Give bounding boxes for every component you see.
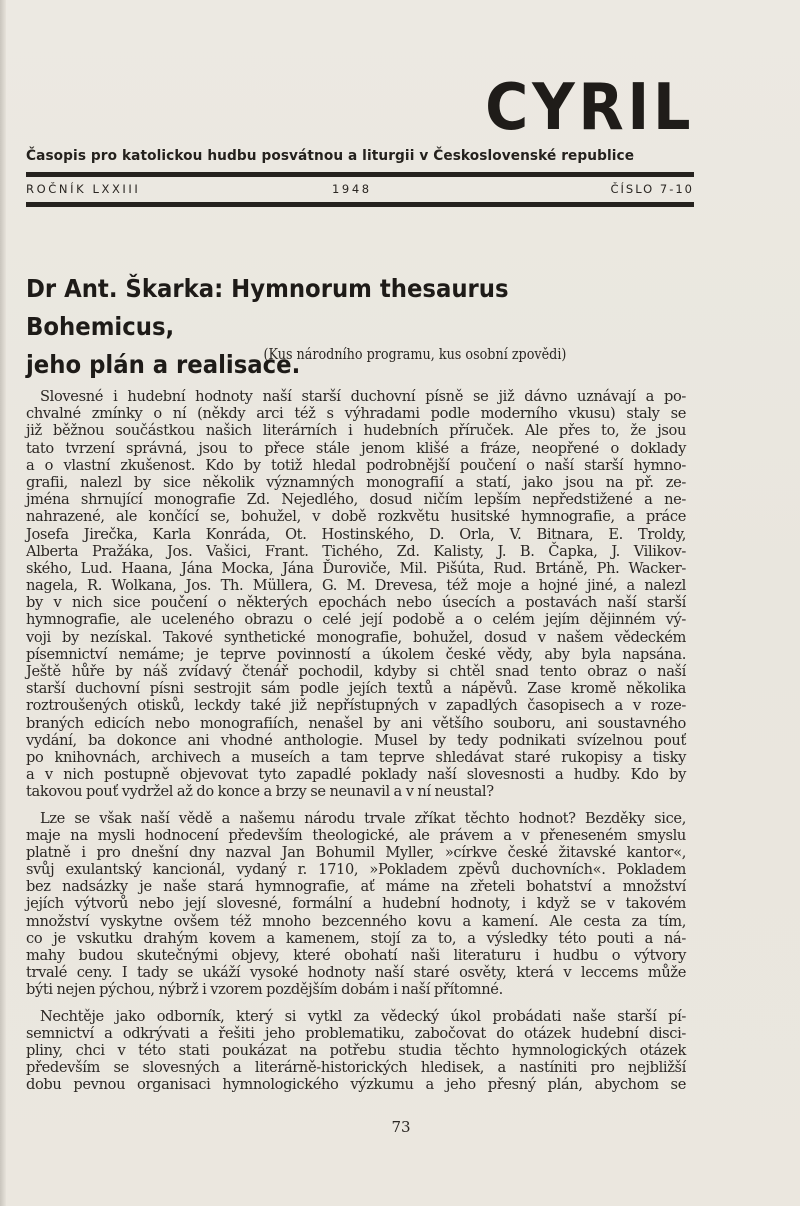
- page-number: 73: [391, 1118, 411, 1136]
- text-line: jména shrnující monografie Zd. Nejedlého, dosud ničím lepším nepředstižené a ne-: [26, 491, 686, 509]
- text-line: by v nich sice poučení o některých epochách nebo úsecích a postavách naší starší: [26, 594, 686, 612]
- article-subtitle: (Kus národního programu, kus osobní zpovědi): [263, 347, 567, 363]
- text-line: grafii, nalezl by sice několik významných monografií a statí, jako jsou na př. ze-: [26, 473, 686, 491]
- text-line: pliny, chci v této stati poukázat na potřebu studia těchto hymnologických otázek: [26, 1041, 686, 1059]
- issue-year: 1948: [332, 182, 372, 196]
- text-line: nagela, R. Wolkana, Jos. Th. Müllera, G. M. Drevesa, též moje a hojné jiné, a nalezl: [26, 577, 686, 595]
- journal-subtitle: Časopis pro katolickou hudbu posvátnou a liturgii v Československé republice: [26, 148, 635, 164]
- text-line: maje na mysli hodnocení především theologické, ale právem a v přeneseném smyslu: [26, 826, 686, 844]
- text-line: takovou pouť vydržel až do konce a brzy se neunavil a v ní neustal?: [26, 783, 494, 801]
- text-line: trvalé ceny. I tady se ukáží vysoké hodnoty naší staré osvěty, která v leccems může: [26, 964, 686, 982]
- text-line: Alberta Pražáka, Jos. Vašici, Frant. Tichého, Zd. Kalisty, J. B. Čapka, J. Vilikov-: [26, 542, 686, 560]
- text-line: vydání, ba dokonce ani vhodné anthologie. Musel by tedy podnikati svízelnou pouť: [26, 731, 686, 749]
- text-line: Nechtěje jako odborník, který si vytkl za vědecký úkol probádati naše starší pí-: [40, 1007, 686, 1025]
- text-line: množství vyskytne ovšem též mnoho bezcenného kovu a kamení. Ale cesta za tím,: [26, 912, 686, 930]
- text-line: chvalné zmínky o ní (někdy arci též s výhradami podle moderního vkusu) staly se: [26, 405, 686, 423]
- text-line: po knihovnách, archivech a museích a tam teprve shledávat staré rukopisy a tisky: [26, 748, 686, 766]
- text-line: dobu pevnou organisaci hymnologického výzkumu a jeho přesný plán, abychom se: [26, 1076, 686, 1094]
- text-line: ského, Lud. Haana, Jána Mocka, Jána Ďuroviče, Mil. Pišúta, Rud. Brtáně, Ph. Wacker-: [26, 559, 686, 577]
- paragraph: [26, 1008, 686, 1094]
- article-title-line-2: jeho plán a realisace.: [26, 350, 301, 379]
- text-line: především se slovesných a literárně-historických hledisek, a nastíniti pro nejbližší: [26, 1059, 686, 1077]
- text-line: a v nich postupně objevovat tyto zapadlé poklady naší slovesnosti a hudby. Kdo by: [26, 766, 686, 784]
- text-line: semnictví a odkrývati a řešiti jeho problematiku, zabočovat do otázek hudební disci-: [26, 1024, 686, 1042]
- issue-info: [26, 182, 694, 198]
- masthead-rule-top: [26, 172, 694, 177]
- text-line: tato tvrzení správná, jsou to přece stále jenom klišé a fráze, neopřené o doklady: [26, 439, 686, 457]
- text-line: hymnografie, ale uceleného obrazu o celé její podobě a o celém jejím dějinném vý-: [26, 611, 686, 629]
- text-line: a o vlastní zkušenost. Kdo by totiž hledal podrobnější poučení o naší starší hymno-: [26, 456, 686, 474]
- article-body: [26, 388, 686, 1094]
- text-line: co je vskutku drahým kovem a kamenem, stojí za to, a výsledky této pouti a ná-: [26, 929, 686, 947]
- text-line: Lze se však naší vědě a našemu národu trvale zříkat těchto hodnot? Bezděky sice,: [40, 809, 686, 827]
- text-line: písemnictví nemáme; je teprve povinností a úkolem české vědy, aby byla napsána.: [26, 645, 686, 663]
- journal-title: CYRIL: [484, 71, 694, 145]
- text-line: jejích výtvorů nebo její slovesné, formální a hudební hodnoty, i když se v takovém: [26, 895, 686, 913]
- text-line: Slovesné i hudební hodnoty naší starší duchovní písně se již dávno uznávají a po-: [40, 388, 686, 405]
- text-line: mahy budou skutečnými objevy, které obohatí naši literaturu i hudbu o výtvory: [26, 947, 686, 964]
- text-line: nahrazené, ale končící se, bohužel, v době rozkvětu husitské hymnografie, a práce: [26, 508, 686, 526]
- masthead-rule-bottom: [26, 202, 694, 207]
- text-line: starší duchovní písni sestrojit sám podle jejích textů a nápěvů. Zase kromě několika: [26, 680, 686, 698]
- text-line: platně i pro dnešní dny nazval Jan Bohumil Myller, »církve české žitavské kantor«,: [26, 843, 686, 861]
- article-title: [26, 270, 658, 384]
- text-line: bez nadsázky je naše stará hymnografie, ať máme na zřeteli bohatství a množství: [26, 878, 686, 896]
- page-edge-shadow: [0, 0, 6, 1206]
- paragraph-gap: [26, 999, 686, 1008]
- paragraph: [26, 810, 686, 999]
- text-line: roztroušených otisků, leckdy také již nepřístupných v zapadlých časopisech a v roze-: [26, 697, 686, 715]
- text-line: již běžnou součástkou našich literárních i hudebních příruček. Ale přes to, že jsou: [26, 422, 686, 440]
- issue-number: ČÍSLO 7-10: [610, 182, 694, 196]
- text-line: Ještě hůře by náš zvídavý čtenář pochodil, kdyby si chtěl snad tento obraz o naší: [26, 663, 686, 680]
- text-line: voji by nezískal. Takové synthetické monografie, bohužel, dosud v našem vědeckém: [26, 628, 686, 646]
- text-line: býti nejen pýchou, nýbrž i vzorem pozdějším dobám i naší přítomné.: [26, 981, 503, 999]
- paragraph-gap: [26, 801, 686, 810]
- paragraph: [26, 388, 686, 801]
- text-line: Josefa Jirečka, Karla Konráda, Ot. Hostinského, D. Orla, V. Bitnara, E. Troldy,: [26, 525, 686, 543]
- article-title-line-1: Dr Ant. Škarka: Hymnorum thesaurus Bohemicus,: [26, 274, 509, 341]
- issue-volume: ROČNÍK LXXIII: [26, 182, 141, 196]
- text-line: braných edicích nebo monografiích, nenašel by ani většího souboru, ani soustavného: [26, 714, 686, 732]
- text-line: svůj exulantský kancionál, vydaný r. 1710, »Pokladem zpěvů duchovních«. Pokladem: [26, 861, 686, 879]
